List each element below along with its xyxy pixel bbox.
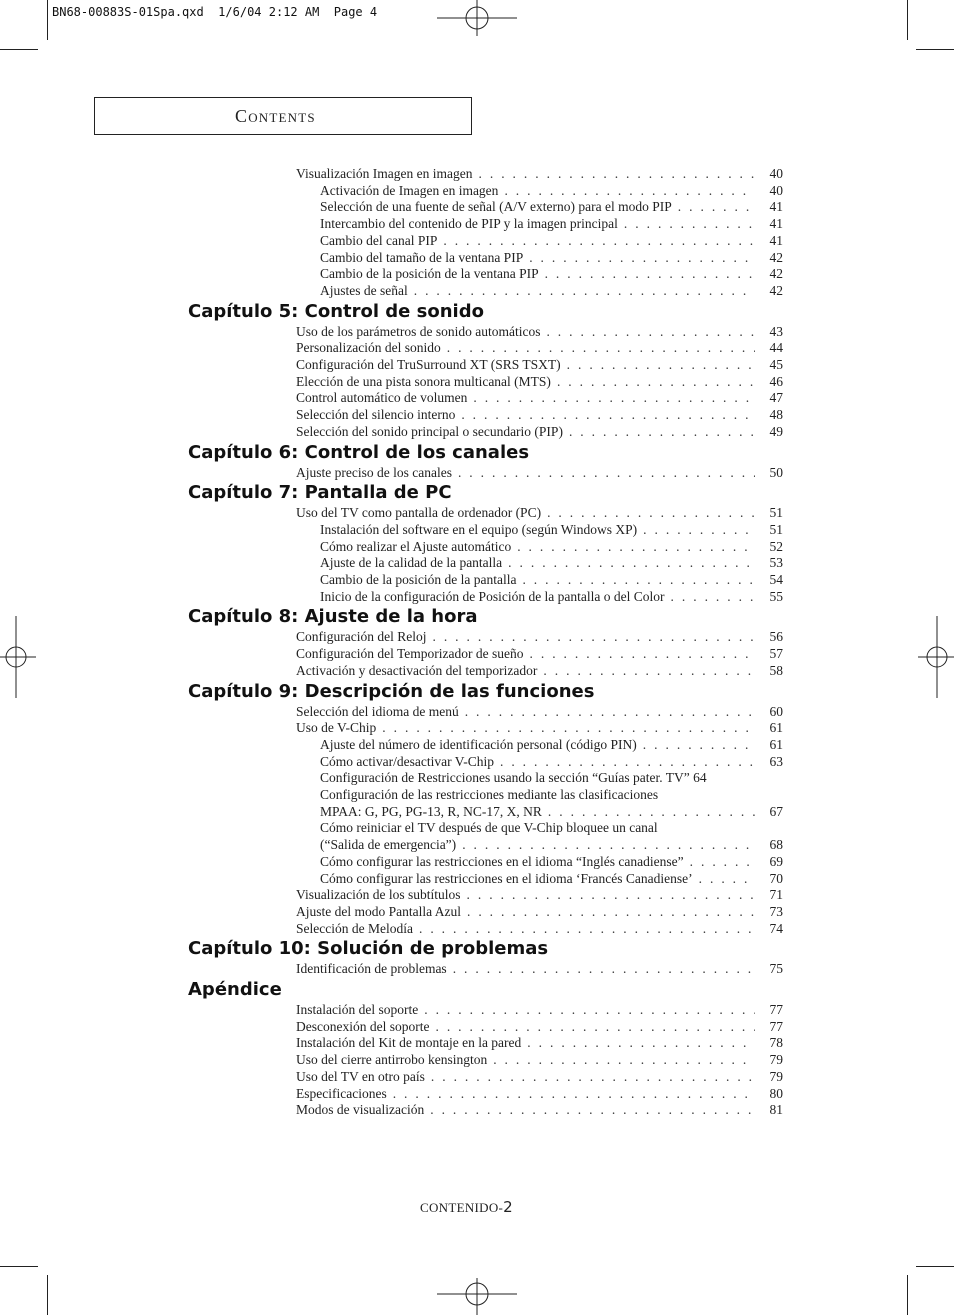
toc-entry-page: 74 — [769, 920, 783, 936]
toc-entry-title: Personalización del sonido — [296, 340, 441, 356]
toc-entry-title: Activación de Imagen en imagen — [320, 182, 499, 198]
toc-entry-page: 58 — [769, 662, 783, 678]
dot-leader — [548, 804, 755, 820]
toc-entry — [320, 820, 783, 836]
toc-entry — [296, 887, 783, 903]
toc-entry — [320, 787, 783, 803]
toc-entry — [296, 1102, 783, 1118]
toc-entry-title: Cómo configurar las restricciones en el idioma ‘Francés Canadiense’ — [320, 870, 693, 886]
toc-entry-title: Cómo configurar las restricciones en el idioma “Inglés canadiense” — [320, 853, 684, 869]
toc-entry — [296, 1002, 783, 1018]
dot-leader — [530, 646, 756, 662]
toc-entry-title: Selección del silencio interno — [296, 407, 456, 423]
toc-entry — [296, 340, 783, 356]
dot-leader — [567, 357, 755, 373]
toc-entry-page: 41 — [769, 216, 783, 232]
toc-entry — [296, 357, 783, 373]
dot-leader — [690, 854, 755, 870]
toc-entry-page: 52 — [769, 538, 783, 554]
toc-entry-title: MPAA: G, PG, PG-13, R, NC-17, X, NR — [320, 803, 542, 819]
toc-entry-title: Inicio de la configuración de Posición de la pantalla o del Color — [320, 588, 665, 604]
toc-entry-page: 45 — [769, 357, 783, 372]
toc-entry-page: 53 — [769, 555, 783, 571]
toc-entry-page: 44 — [769, 340, 783, 356]
footer-page-number: 2 — [503, 1198, 513, 1216]
toc-entry-title: Uso de V-Chip — [296, 720, 377, 736]
crop-mark — [47, 1275, 48, 1315]
toc-entry-page: 61 — [769, 736, 783, 752]
footer-label: CONTENIDO- — [420, 1200, 504, 1215]
toc-entry — [320, 539, 783, 555]
dot-leader — [467, 904, 755, 920]
toc-entry-title: Cambio del tamaño de la ventana PIP — [320, 249, 524, 265]
toc-entry — [320, 770, 783, 786]
toc-entry-title: Instalación del Kit de montaje en la pared — [296, 1035, 522, 1051]
dot-leader — [529, 250, 755, 266]
toc-entry-title: Visualización de los subtítulos — [296, 887, 461, 903]
toc-entry-title: Intercambio del contenido de PIP y la imagen principal — [320, 216, 618, 232]
dot-leader — [432, 629, 755, 645]
toc-entry-page: 42 — [769, 282, 783, 298]
toc-entry — [296, 465, 783, 481]
dot-leader — [467, 887, 755, 903]
chapter-heading: Apéndice — [188, 979, 282, 1000]
toc-entry — [296, 1069, 783, 1085]
toc-entry-page: 48 — [769, 407, 783, 423]
crop-mark — [47, 0, 48, 40]
toc-entry — [296, 663, 783, 679]
toc-entry — [320, 250, 783, 266]
dot-leader — [643, 737, 755, 753]
toc-entry — [296, 961, 783, 977]
toc-entry — [320, 589, 783, 605]
dot-leader — [382, 720, 755, 736]
toc-entry-page: 80 — [769, 1085, 783, 1101]
toc-entry-title: Cambio de la posición de la pantalla — [320, 572, 517, 587]
toc-entry — [296, 1052, 783, 1068]
toc-entry-title: Selección del sonido principal o secundario (PIP) — [296, 423, 563, 439]
contents-header-box — [94, 97, 472, 135]
toc-entry-title: Cómo activar/desactivar V-Chip — [320, 753, 494, 769]
chapter-heading: Capítulo 9: Descripción de las funciones — [188, 680, 595, 702]
toc-entry-page: 42 — [769, 266, 783, 282]
toc-entry — [296, 374, 783, 390]
chapter-heading: Capítulo 8: Ajuste de la hora — [188, 606, 478, 628]
toc-entry-page: 41 — [769, 199, 783, 215]
toc-entry-title: Ajuste del número de identificación personal (código PIN) — [320, 736, 637, 752]
toc-entry-page: 75 — [769, 961, 783, 977]
toc-entry-title: Configuración del Reloj — [296, 629, 427, 645]
dot-leader — [430, 1102, 755, 1118]
toc-entry-page: 43 — [769, 323, 783, 339]
toc-entry-page: 54 — [769, 572, 783, 587]
chapter-heading: Capítulo 5: Control de sonido — [188, 300, 484, 322]
registration-mark-icon — [437, 1276, 517, 1315]
dot-leader — [643, 522, 755, 538]
dot-leader — [461, 407, 755, 423]
toc-entry-page: 46 — [769, 373, 783, 389]
dot-leader — [547, 505, 755, 521]
toc-entry — [320, 837, 783, 853]
dot-leader — [678, 199, 755, 215]
toc-entry — [320, 854, 783, 870]
toc-entry — [296, 1035, 783, 1051]
toc-entry-title: Control automático de volumen — [296, 390, 468, 406]
toc-entry — [296, 904, 783, 920]
toc-entry-title: Cambio del canal PIP — [320, 232, 438, 248]
dot-leader — [624, 216, 755, 232]
toc-entry — [296, 720, 783, 736]
toc-entry-page: 51 — [769, 505, 783, 521]
dot-leader — [424, 1002, 755, 1018]
toc-entry-page: 60 — [769, 703, 783, 719]
toc-entry-page: 63 — [769, 753, 783, 769]
toc-entry-title: Desconexión del soporte — [296, 1018, 430, 1034]
toc-entry — [296, 704, 783, 720]
page-title: Contents — [235, 106, 316, 126]
toc-entry-title: Ajuste de la calidad de la pantalla — [320, 555, 503, 571]
chapter-heading: Capítulo 7: Pantalla de PC — [188, 482, 452, 504]
toc-entry-page: 71 — [769, 887, 783, 903]
toc-entry — [296, 505, 783, 521]
toc-entry-title: Selección de Melodía — [296, 920, 413, 936]
dot-leader — [569, 424, 755, 440]
toc-entry-title: Configuración de las restricciones mediante las clasificaciones — [320, 787, 659, 802]
toc-entry — [320, 216, 783, 232]
toc-entry-title: Uso del TV en otro país — [296, 1068, 425, 1084]
page-footer — [420, 1198, 513, 1216]
toc-entry — [320, 233, 783, 249]
dot-leader — [527, 1035, 755, 1051]
dot-leader — [453, 961, 755, 977]
toc-entry-title: Ajuste del modo Pantalla Azul — [296, 903, 461, 919]
dot-leader — [671, 589, 755, 605]
toc-entry-page: 79 — [769, 1052, 783, 1068]
dot-leader — [419, 921, 755, 937]
toc-entry-page: 73 — [769, 903, 783, 919]
toc-entry-title: Selección del idioma de menú — [296, 703, 459, 719]
dot-leader — [543, 663, 755, 679]
registration-mark-icon — [0, 616, 36, 698]
dot-leader — [443, 233, 755, 249]
dot-leader — [522, 572, 755, 588]
dot-leader — [545, 266, 755, 282]
crop-mark — [907, 0, 908, 40]
toc-entry — [320, 572, 783, 588]
registration-mark-icon — [437, 0, 517, 40]
toc-entry-page: 49 — [769, 423, 783, 439]
toc-entry-title: Especificaciones — [296, 1085, 387, 1101]
toc-entry-title: Cómo realizar el Ajuste automático — [320, 538, 512, 554]
toc-entry-title: Uso del TV como pantalla de ordenador (PC) — [296, 505, 542, 521]
registration-mark-icon — [918, 616, 954, 698]
toc-entry-page: 77 — [769, 1002, 783, 1017]
toc-entry-page: 40 — [769, 182, 783, 198]
toc-entry-page: 41 — [769, 232, 783, 248]
dot-leader — [431, 1069, 755, 1085]
toc-entry-page: 70 — [769, 870, 783, 886]
toc-entry — [296, 407, 783, 423]
chapter-heading: Capítulo 6: Control de los canales — [188, 441, 530, 463]
toc-entry-page: 57 — [769, 646, 783, 662]
toc-entry-title: Configuración del Temporizador de sueño — [296, 646, 524, 662]
toc-entry-page: 56 — [769, 629, 783, 645]
toc-entry-title: Uso de los parámetros de sonido automáticos — [296, 323, 541, 339]
toc-entry-title: Instalación del soporte — [296, 1002, 419, 1017]
toc-entry-page: 78 — [769, 1035, 783, 1051]
toc-entry — [296, 424, 783, 440]
toc-entry-page: 68 — [769, 837, 783, 853]
toc-entry — [296, 390, 783, 406]
toc-entry — [296, 166, 783, 182]
toc-entry-page: 77 — [769, 1018, 783, 1034]
crop-mark — [907, 1275, 908, 1315]
toc-entry — [320, 737, 783, 753]
toc-entry — [320, 804, 783, 820]
toc-entry-page: 81 — [769, 1102, 783, 1118]
toc-entry — [296, 1086, 783, 1102]
dot-leader — [557, 374, 755, 390]
toc-entry-page: 40 — [769, 166, 783, 181]
toc-entry-page: 67 — [769, 803, 783, 819]
toc-entry-page: 47 — [769, 390, 783, 406]
toc-entry — [296, 646, 783, 662]
dot-leader — [479, 166, 756, 182]
dot-leader — [447, 340, 755, 356]
dot-leader — [517, 539, 755, 555]
toc-entry — [296, 629, 783, 645]
toc-entry-title: Modos de visualización — [296, 1102, 425, 1118]
toc-entry-title: Configuración de Restricciones usando la sección “Guías pater. TV” 64 — [320, 770, 707, 786]
toc-entry-page: 79 — [769, 1068, 783, 1084]
toc-entry — [320, 522, 783, 538]
dot-leader — [508, 555, 755, 571]
crop-mark — [0, 49, 38, 50]
toc-entry-title: Identificación de problemas — [296, 961, 447, 977]
toc-entry-title: Selección de una fuente de señal (A/V externo) para el modo PIP — [320, 199, 672, 215]
toc-entry-title: (“Salida de emergencia”) — [320, 837, 457, 853]
toc-entry-page: 55 — [769, 588, 783, 604]
toc-entry-title: Cómo reiniciar el TV después de que V-Chip bloquee un canal — [320, 820, 658, 836]
toc-entry-page: 61 — [769, 720, 783, 736]
toc-entry — [320, 283, 783, 299]
dot-leader — [473, 390, 755, 406]
toc-entry — [296, 324, 783, 340]
toc-entry — [296, 921, 783, 937]
dot-leader — [699, 871, 755, 887]
toc-entry — [296, 1019, 783, 1035]
dot-leader — [393, 1086, 755, 1102]
toc-entry-title: Activación y desactivación del temporizador — [296, 662, 538, 678]
dot-leader — [462, 837, 755, 853]
dot-leader — [546, 324, 755, 340]
crop-mark — [916, 1266, 954, 1267]
toc-entry — [320, 199, 783, 215]
toc-entry — [320, 871, 783, 887]
print-slug: BN68-00883S-01Spa.qxd 1/6/04 2:12 AM Page 4 — [52, 5, 378, 19]
toc-entry-title: Instalación del software en el equipo (según Windows XP) — [320, 521, 638, 537]
toc-entry-title: Ajuste preciso de los canales — [296, 464, 452, 480]
dot-leader — [465, 704, 755, 720]
toc-entry-title: Uso del cierre antirrobo kensington — [296, 1052, 488, 1068]
toc-entry — [320, 266, 783, 282]
dot-leader — [414, 283, 755, 299]
crop-mark — [916, 49, 954, 50]
toc-entry-page: 69 — [769, 853, 783, 869]
toc-entry — [320, 555, 783, 571]
toc-entry-title: Visualización Imagen en imagen — [296, 166, 473, 181]
toc-entry-title: Configuración del TruSurround XT (SRS TSXT) — [296, 357, 561, 372]
chapter-heading: Capítulo 10: Solución de problemas — [188, 938, 549, 960]
dot-leader — [504, 183, 755, 199]
toc-entry-title: Elección de una pista sonora multicanal (MTS) — [296, 373, 551, 389]
toc-entry-page: 50 — [769, 464, 783, 480]
toc-entry-title: Cambio de la posición de la ventana PIP — [320, 266, 539, 282]
dot-leader — [435, 1019, 755, 1035]
crop-mark — [0, 1266, 38, 1267]
toc-entry-title: Ajustes de señal — [320, 282, 408, 298]
dot-leader — [500, 754, 755, 770]
toc-entry — [320, 183, 783, 199]
toc-entry-page: 42 — [769, 249, 783, 265]
toc-entry-page: 51 — [769, 521, 783, 537]
dot-leader — [493, 1052, 755, 1068]
dot-leader — [458, 465, 755, 481]
toc-entry — [320, 754, 783, 770]
